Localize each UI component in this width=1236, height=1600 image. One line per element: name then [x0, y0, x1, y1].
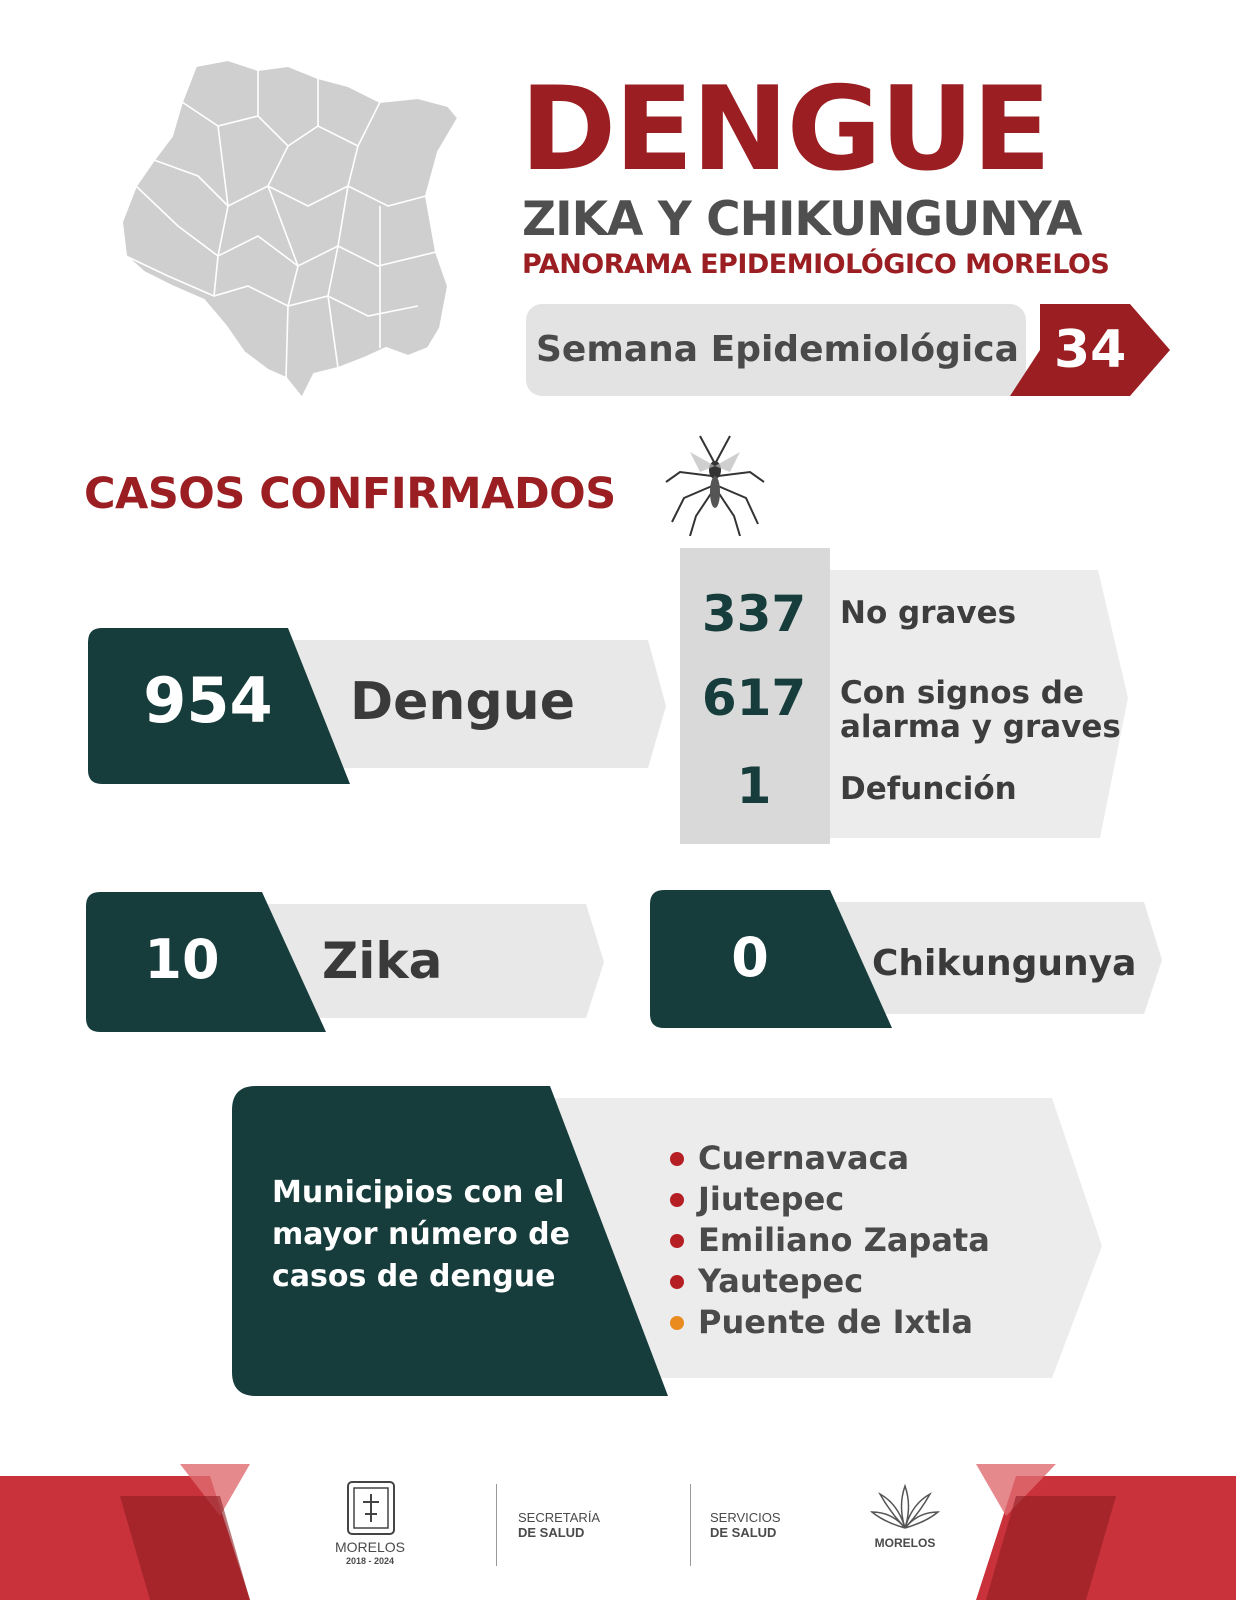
chikungunya-label: Chikungunya	[872, 943, 1137, 984]
servicios-line2: DE SALUD	[710, 1525, 777, 1540]
morelos-seal-icon	[346, 1480, 396, 1536]
municipio-name: Yautepec	[698, 1262, 864, 1300]
no-graves-count: 337	[701, 585, 807, 643]
municipio-item	[670, 1220, 990, 1261]
footer-right-decoration	[976, 1456, 1236, 1600]
no-graves-label: No graves	[840, 595, 1017, 631]
bullet-dot	[670, 1234, 684, 1248]
municipios-list	[670, 1138, 990, 1343]
municipio-name: Puente de Ixtla	[698, 1303, 974, 1341]
dengue-count: 954	[143, 664, 273, 737]
footer-left-decoration	[0, 1456, 260, 1600]
bullet-dot	[670, 1193, 684, 1207]
alarma-graves-count: 617	[701, 669, 807, 727]
municipio-item	[670, 1138, 990, 1179]
semana-label: Semana Epidemiológica	[536, 329, 1019, 370]
bullet-dot	[670, 1275, 684, 1289]
bullet-dot	[670, 1152, 684, 1166]
zika-label: Zika	[322, 932, 443, 990]
subtitle: ZIKA Y CHIKUNGUNYA	[522, 192, 1082, 247]
defuncion-count: 1	[736, 757, 772, 815]
municipio-name: Cuernavaca	[698, 1139, 910, 1177]
morelos-flower-logo-icon	[870, 1482, 940, 1534]
municipio-name: Jiutepec	[698, 1180, 845, 1218]
main-title: DENGUE	[520, 62, 1050, 197]
casos-confirmados-title: CASOS CONFIRMADOS	[84, 469, 616, 519]
morelos-years: 2018 - 2024	[345, 1556, 395, 1566]
bullet-dot	[670, 1316, 684, 1330]
secretaria-line1: SECRETARÍA	[518, 1510, 601, 1525]
municipio-name: Emiliano Zapata	[698, 1221, 990, 1259]
alarma-graves-label: Con signos de alarma y graves	[840, 675, 1121, 745]
municipios-heading: Municipios con el mayor número de casos de dengue	[272, 1175, 570, 1294]
footer-divider	[690, 1484, 691, 1566]
panorama-title: PANORAMA EPIDEMIOLÓGICO MORELOS	[522, 249, 1110, 280]
zika-count: 10	[144, 928, 220, 991]
morelos-map	[118, 56, 468, 406]
morelos-label: MORELOS	[334, 1539, 405, 1555]
chikungunya-count: 0	[731, 926, 769, 989]
dengue-label: Dengue	[350, 672, 575, 732]
morelos-logo-label: MORELOS	[874, 1536, 936, 1550]
defuncion-label: Defunción	[840, 771, 1017, 807]
municipio-item	[670, 1261, 990, 1302]
municipio-item	[670, 1179, 990, 1220]
servicios-line1: SERVICIOS	[710, 1510, 781, 1525]
mosquito-icon	[660, 432, 770, 536]
secretaria-line2: DE SALUD	[518, 1525, 585, 1540]
footer-divider	[496, 1484, 497, 1566]
municipio-item	[670, 1302, 990, 1343]
semana-number: 34	[1054, 320, 1127, 380]
